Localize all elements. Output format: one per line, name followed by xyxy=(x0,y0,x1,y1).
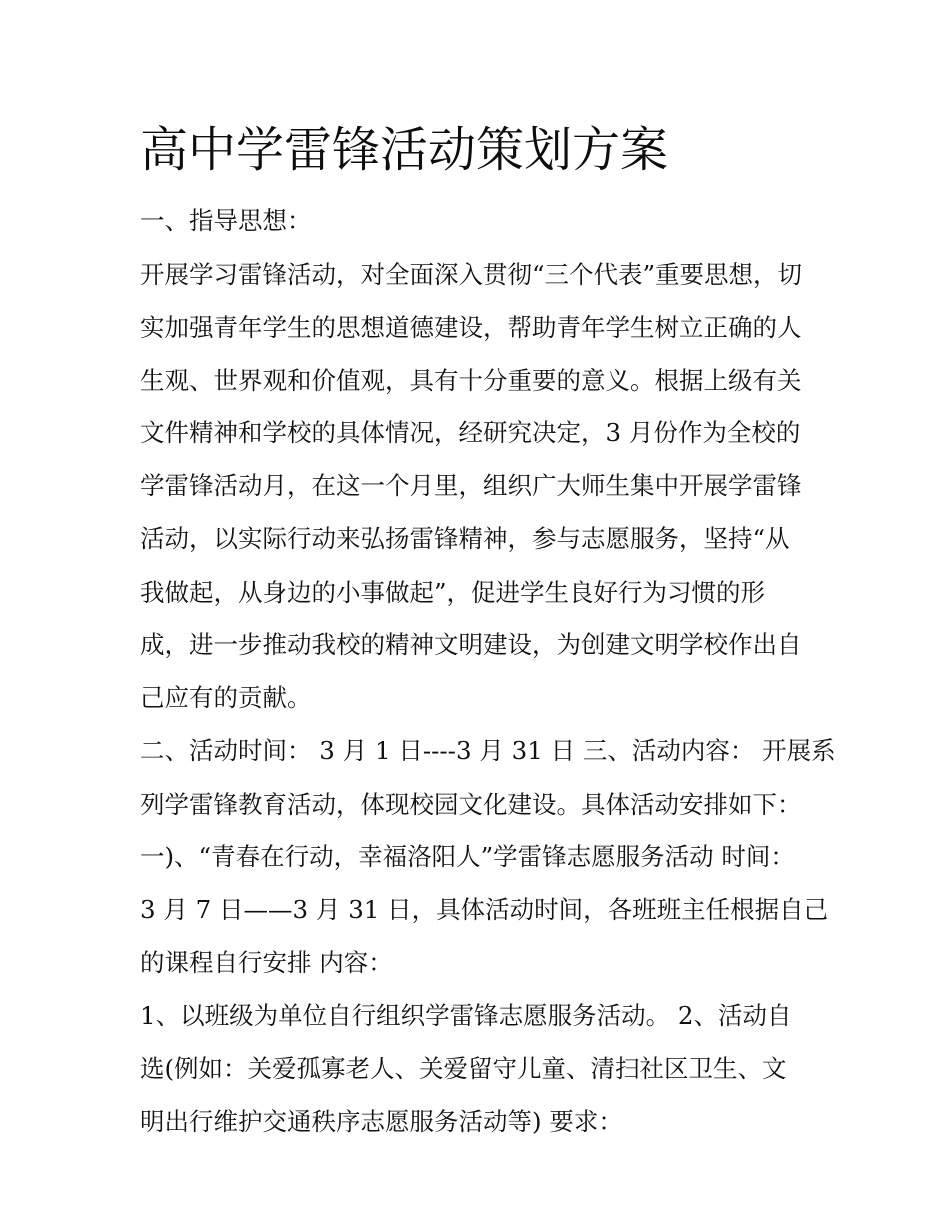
heading-guiding-thought: 一、指导思想： xyxy=(140,206,312,235)
document-title: 高中学雷锋活动策划方案 xyxy=(140,122,669,178)
body-line: 1、以班级为单位自行组织学雷锋志愿服务活动。 2、活动自 xyxy=(140,1001,792,1030)
body-line: 学雷锋活动月，在这一个月里，组织广大师生集中开展学雷锋 xyxy=(140,471,802,500)
body-line: 3 月 7 日——3 月 31 日，具体活动时间，各班班主任根据自己 xyxy=(140,895,829,924)
body-line: 开展学习雷锋活动，对全面深入贯彻“三个代表”重要思想，切 xyxy=(140,260,803,289)
body-line: 活动，以实际行动来弘扬雷锋精神，参与志愿服务，坚持“从 xyxy=(140,524,790,553)
body-line: 选(例如：关爱孤寡老人、关爱留守儿童、清扫社区卫生、文 xyxy=(140,1054,787,1083)
body-line: 明出行维护交通秩序志愿服务活动等) 要求： xyxy=(140,1107,623,1136)
body-line: 二、活动时间： 3 月 1 日----3 月 31 日 三、活动内容： 开展系 xyxy=(140,736,836,765)
body-line: 文件精神和学校的具体情况，经研究决定，3 月份作为全校的 xyxy=(140,418,801,447)
body-line: 的课程自行安排 内容： xyxy=(140,948,393,977)
body-line: 己应有的贡献。 xyxy=(140,683,312,712)
body-line: 生观、世界观和价值观，具有十分重要的意义。根据上级有关 xyxy=(140,366,802,395)
body-line: 实加强青年学生的思想道德建设，帮助青年学生树立正确的人 xyxy=(140,313,802,342)
body-line: 我做起，从身边的小事做起”，促进学生良好行为习惯的形 xyxy=(140,578,766,607)
body-line: 列学雷锋教育活动，体现校园文化建设。具体活动安排如下： xyxy=(140,790,802,819)
body-line: 成，进一步推动我校的精神文明建设，为创建文明学校作出自 xyxy=(140,630,802,659)
body-line: 一)、“青春在行动，幸福洛阳人”学雷锋志愿服务活动 时间： xyxy=(140,842,795,871)
